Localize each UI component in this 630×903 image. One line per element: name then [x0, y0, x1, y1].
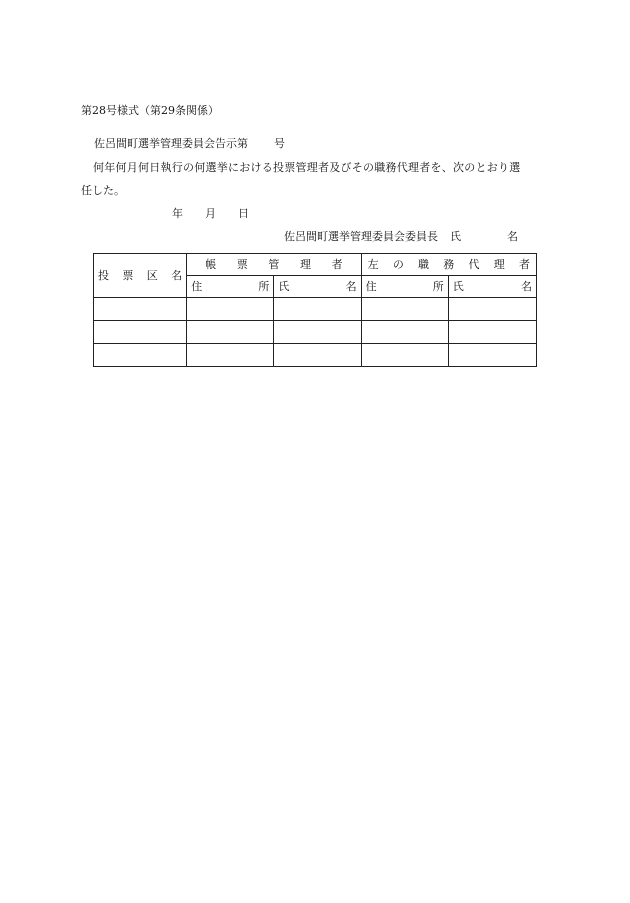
signer-name-label-2: 名: [507, 230, 518, 243]
district-cell[interactable]: [94, 298, 187, 321]
manager-name-cell[interactable]: [274, 321, 361, 344]
manager-header: 帳 票 管 理 者: [205, 257, 343, 271]
manager-address-cell[interactable]: [187, 321, 274, 344]
district-header: 投 票 区 名: [98, 268, 183, 282]
deputy-address-cell[interactable]: [361, 298, 448, 321]
body-text-line-1: 何年何月何日執行の何選挙における投票管理者及びその職務代理者を、次のとおり選: [93, 161, 521, 174]
deputy-name-cell[interactable]: [448, 298, 536, 321]
manager-address-cell[interactable]: [187, 344, 274, 367]
district-header-cell: [94, 254, 187, 298]
notice-title-text: 佐呂間町選挙管理委員会告示第: [94, 137, 248, 150]
deputy-address-cell[interactable]: [361, 321, 448, 344]
notice-number-suffix: 号: [274, 137, 285, 150]
date-line: [172, 207, 249, 221]
deputy-header: 左 の 職 務 代 理 者: [367, 257, 530, 271]
district-cell[interactable]: [94, 321, 187, 344]
table-row: [94, 298, 537, 321]
signer-line: [284, 230, 518, 244]
district-cell[interactable]: [94, 344, 187, 367]
date-year: 年: [172, 207, 183, 220]
appointment-table: [93, 253, 537, 367]
manager-header-cell: [187, 254, 361, 276]
manager-address-cell[interactable]: [187, 298, 274, 321]
deputy-name-cell[interactable]: [448, 321, 536, 344]
manager-name-cell[interactable]: [274, 344, 361, 367]
manager-address-header: 住 所: [187, 276, 274, 298]
table-row: [94, 321, 537, 344]
date-day: 日: [238, 207, 249, 220]
table-row: [94, 344, 537, 367]
date-month: 月: [205, 207, 216, 220]
signer-name-label-1: 氏: [450, 230, 461, 243]
deputy-name-header: 氏 名: [448, 276, 536, 298]
table-header-row: [94, 254, 537, 276]
deputy-name-cell[interactable]: [448, 344, 536, 367]
deputy-address-cell[interactable]: [361, 344, 448, 367]
form-number: 第28号様式（第29条関係）: [81, 104, 219, 117]
deputy-header-cell: [361, 254, 536, 276]
body-text-line-2: 任した。: [81, 184, 125, 197]
manager-name-header: 氏 名: [274, 276, 361, 298]
notice-title: [94, 137, 285, 151]
signer-title: 佐呂間町選挙管理委員会委員長: [284, 230, 438, 243]
manager-name-cell[interactable]: [274, 298, 361, 321]
deputy-address-header: 住 所: [361, 276, 448, 298]
